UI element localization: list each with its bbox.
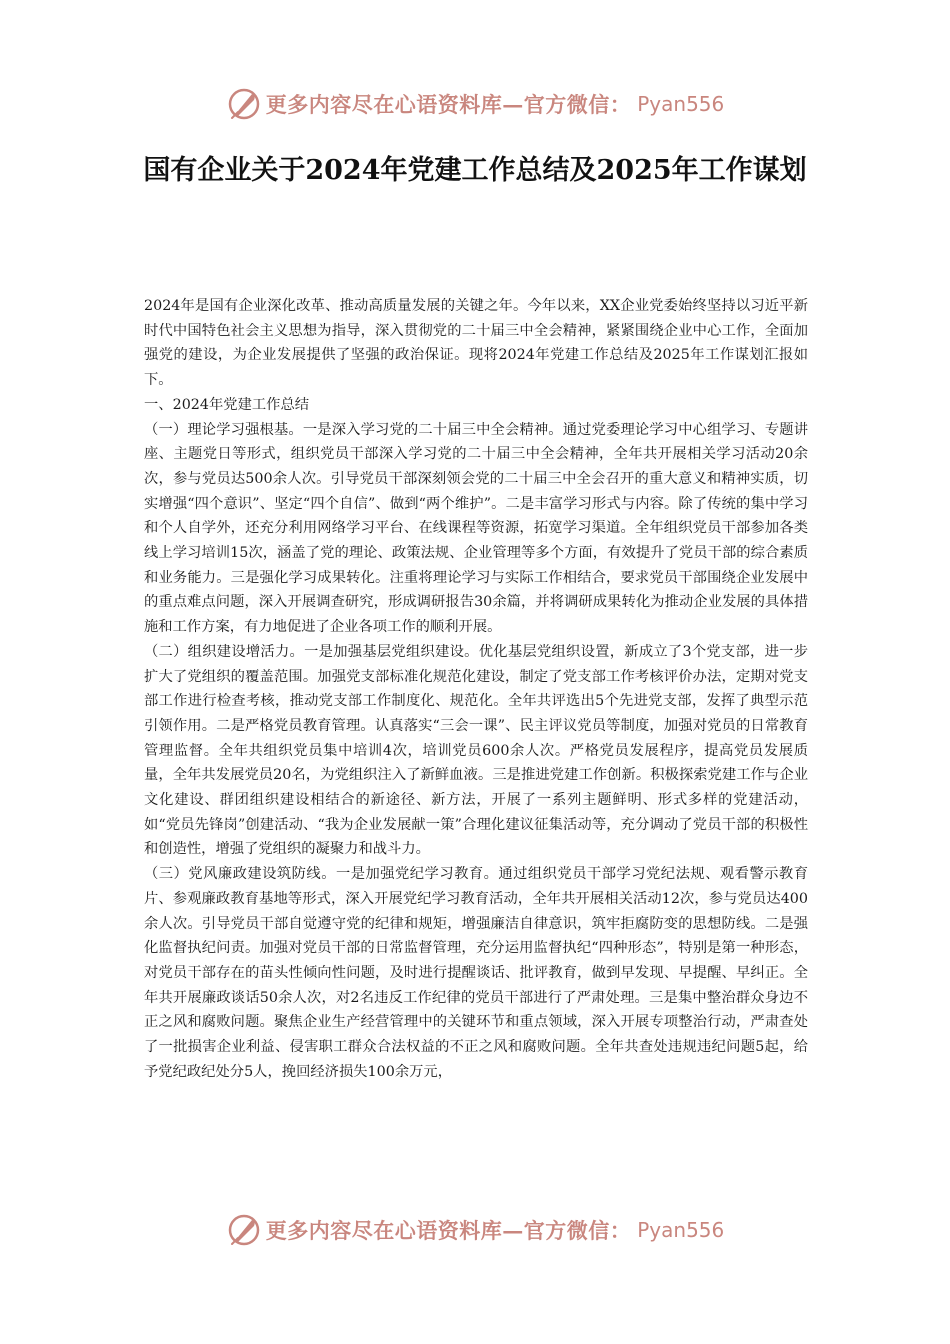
section-heading: 一、2024年党建工作总结: [144, 396, 310, 413]
paragraph-integrity: （三）党风廉政建设筑防线。一是加强党纪学习教育。通过组织党员干部学习党纪法规、观看警示教育片、参观廉政教育基地等形式，深入开展党纪学习教育活动，全年共开展相关活动12次，参与党员达400余人次。引导党员干部自觉遵守党的纪律和规矩，增强廉洁自律意识，筑牢拒腐防变的思想防线。二是强化监督执纪问责。加强对党员干部的日常监督管理，充分运用监督执纪“四种形态”，特别是第一种形态，对党员干部存在的苗头性倾向性问题，及时进行提醒谈话、批评教育，做到早发现、早提醒、早纠正。全年共开展廉政谈话50余人次，对2名违反工作纪律的党员干部进行了严肃处理。三是集中整治群众身边不正之风和腐败问题。聚焦企业生产经营管理中的关键环节和重点领域，深入开展专项整治行动，严肃查处了一批损害企业利益、侵害职工群众合法权益的不正之风和腐败问题。全年共查处违规违纪问题5起，给予党纪政纪处分5人，挽回经济损失100余万元，: [144, 866, 808, 1080]
watermark-text: 更多内容尽在心语资料库—官方微信：: [265, 92, 632, 117]
watermark-wechat-id: Pyan556: [637, 1218, 725, 1242]
quill-logo-icon: [226, 86, 262, 122]
watermark-text: 更多内容尽在心语资料库—官方微信：: [265, 1218, 632, 1243]
watermark-wechat-id: Pyan556: [637, 92, 725, 116]
quill-logo-icon: [226, 1212, 262, 1248]
watermark-footer: [0, 1210, 950, 1250]
document-body: [144, 294, 808, 1085]
document-title: 国有企业关于2024年党建工作总结及2025年工作谋划: [143, 155, 807, 186]
paragraph-organization: （二）组织建设增活力。一是加强基层党组织建设。优化基层党组织设置，新成立了3个党支部，进一步扩大了党组织的覆盖范围。加强党支部标准化规范化建设，制定了党支部工作考核评价办法，定期对党支部工作进行检查考核，推动党支部工作制度化、规范化。全年共评选出5个先进党支部，发挥了典型示范引领作用。二是严格党员教育管理。认真落实“三会一课”、民主评议党员等制度，加强对党员的日常教育管理监督。全年共组织党员集中培训4次，培训党员600余人次。严格党员发展程序，提高党员发展质量，全年共发展党员20名，为党组织注入了新鲜血液。三是推进党建工作创新。积极探索党建工作与企业文化建设、群团组织建设相结合的新途径、新方法，开展了一系列主题鲜明、形式多样的党建活动，如“党员先锋岗”创建活动、“我为企业发展献一策”合理化建议征集活动等，充分调动了党员干部的积极性和创造性，增强了党组织的凝聚力和战斗力。: [144, 643, 808, 858]
intro-paragraph: 2024年是国有企业深化改革、推动高质量发展的关键之年。今年以来，XX企业党委始终坚持以习近平新时代中国特色社会主义思想为指导，深入贯彻党的二十届三中全会精神，紧紧围绕企业中心工作，全面加强党的建设，为企业发展提供了坚强的政治保证。现将2024年党建工作总结及2025年工作谋划汇报如下。: [144, 298, 808, 389]
watermark-header: [0, 84, 950, 124]
paragraph-theory-study: （一）理论学习强根基。一是深入学习党的二十届三中全会精神。通过党委理论学习中心组学习、专题讲座、主题党日等形式，组织党员干部深入学习党的二十届三中全会精神，全年共开展相关学习活动20余次，参与党员达500余人次。引导党员干部深刻领会党的二十届三中全会召开的重大意义和精神实质，切实增强“四个意识”、坚定“四个自信”、做到“两个维护”。二是丰富学习形式与内容。除了传统的集中学习和个人自学外，还充分利用网络学习平台、在线课程等资源，拓宽学习渠道。全年组织党员干部参加各类线上学习培训15次，涵盖了党的理论、政策法规、企业管理等多个方面，有效提升了党员干部的综合素质和业务能力。三是强化学习成果转化。注重将理论学习与实际工作相结合，要求党员干部围绕企业发展中的重点难点问题，深入开展调查研究，形成调研报告30余篇，并将调研成果转化为推动企业发展的具体措施和工作方案，有力地促进了企业各项工作的顺利开展。: [144, 421, 809, 636]
